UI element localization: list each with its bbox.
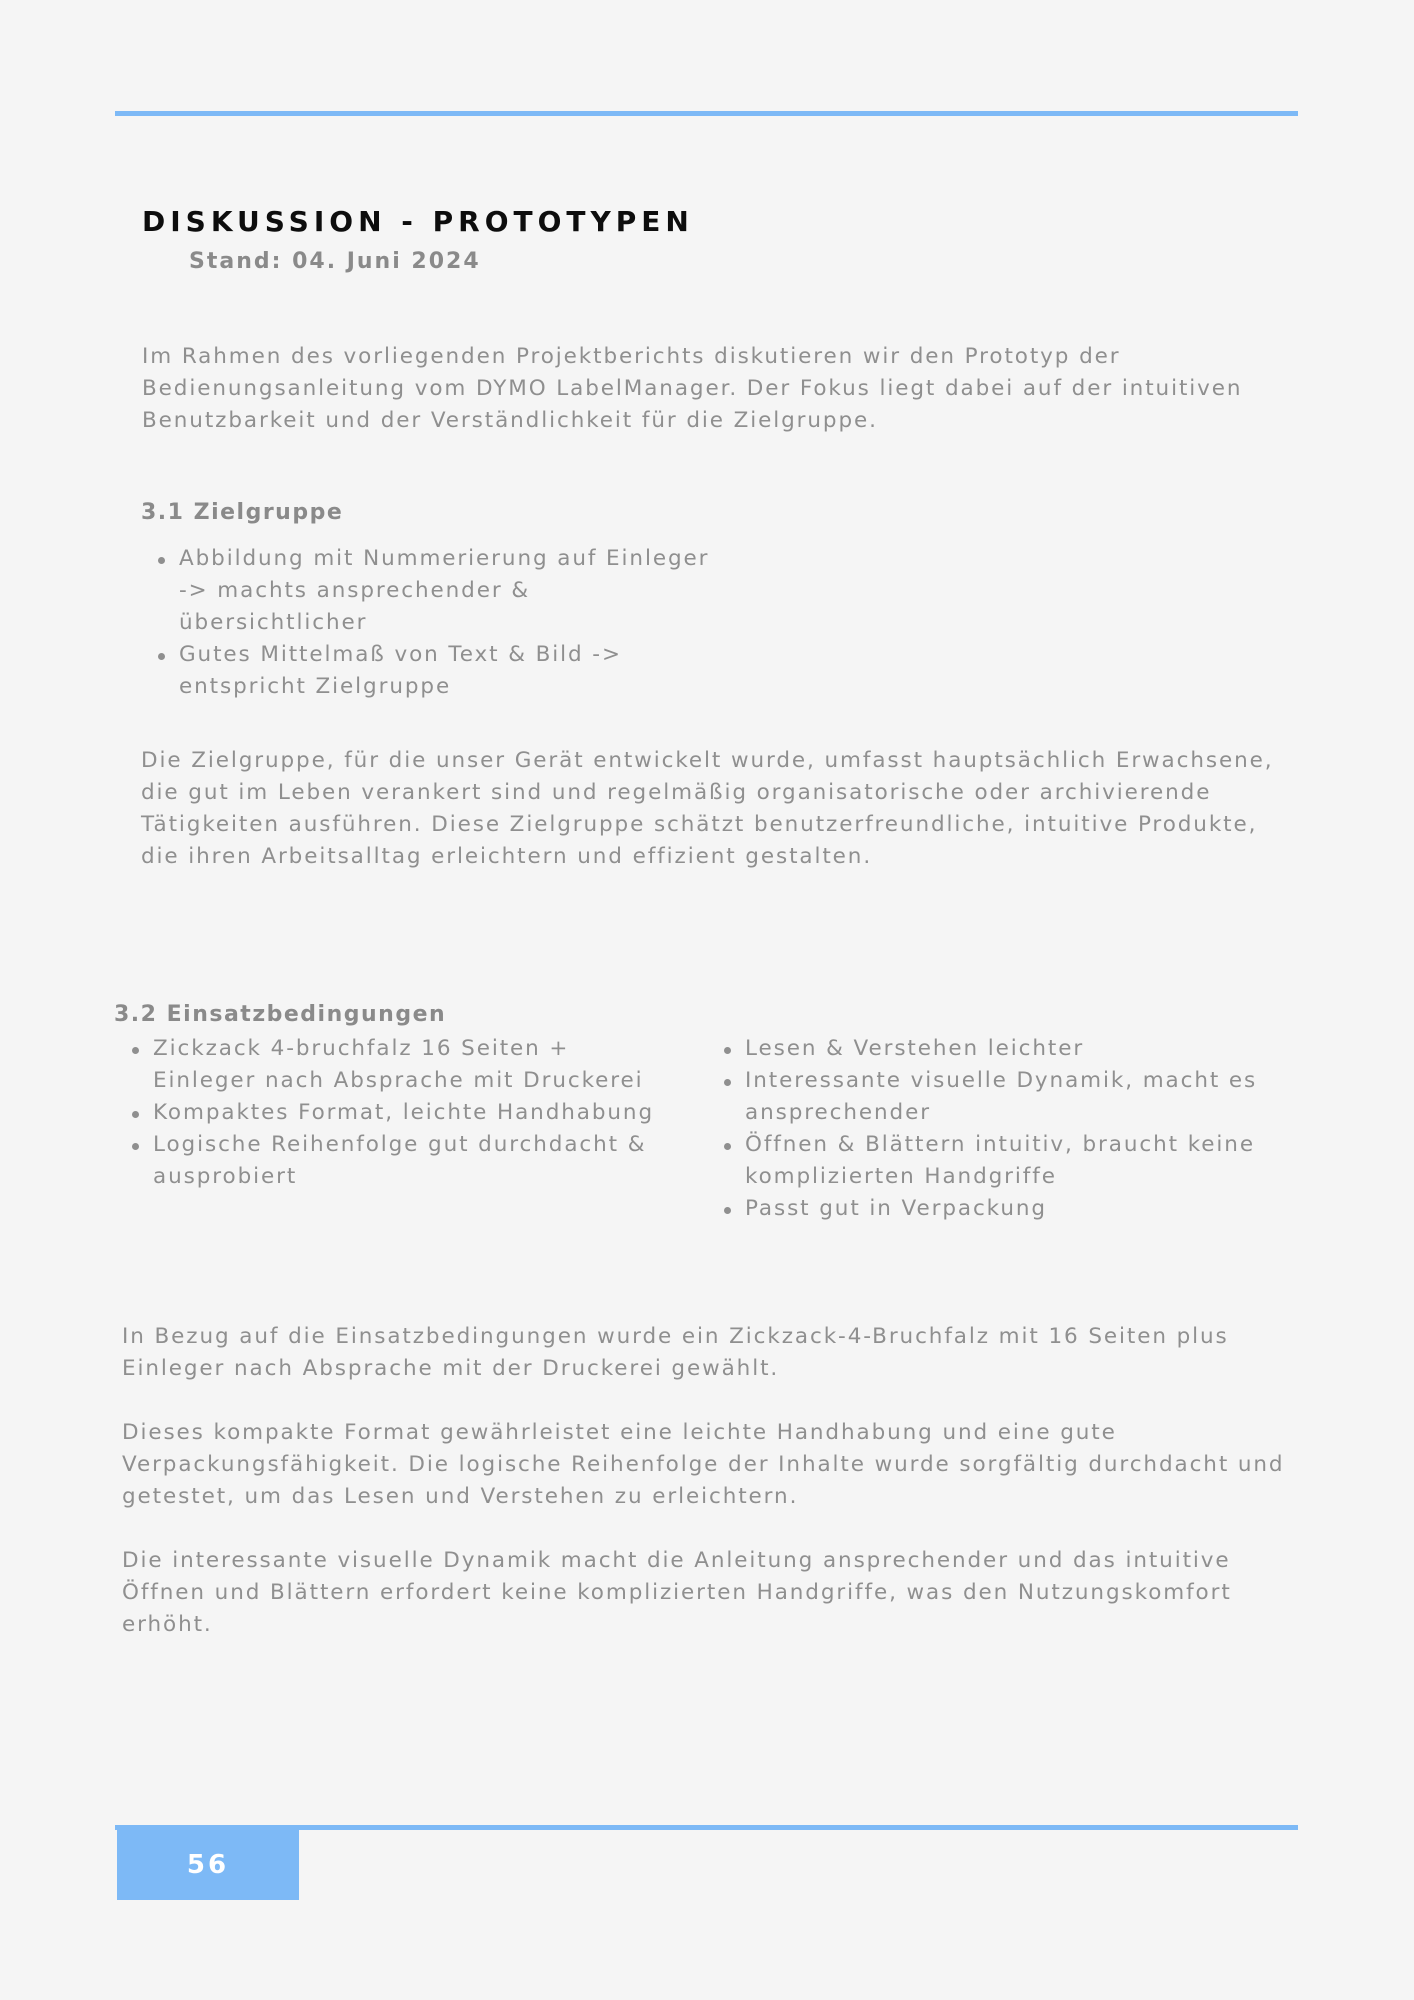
list-item: Zickzack 4-bruchfalz 16 Seiten + Einleger nach Absprache mit Druckerei bbox=[127, 1033, 667, 1097]
top-rule bbox=[115, 111, 1298, 116]
einsatz-paragraph-3: Die interessante visuelle Dynamik macht die Anleitung ansprechender und das intuitive Öffnen und Blättern erfordert keine komplizierten Handgriffe, was den Nutzungskomfort erhöht. bbox=[122, 1548, 1232, 1637]
list-item: Öffnen & Blättern intuitiv, braucht keine komplizierten Handgriffe bbox=[719, 1129, 1279, 1193]
zielgruppe-paragraph: Die Zielgruppe, für die unser Gerät entwickelt wurde, umfasst hauptsächlich Erwachsene, die gut im Leben verankert sind und regelmäßig organisatorische oder archivierende Tätigkeiten ausführen. Diese Zielgruppe schätzt benutzerfreundliche, intuitive Produkte, die ihren Arbeitsalltag erleichtern und effizient gestalten. bbox=[141, 748, 1274, 869]
list-item: Gutes Mittelmaß von Text & Bild -> entspricht Zielgruppe bbox=[153, 639, 713, 703]
list-item: Kompaktes Format, leichte Handhabung bbox=[127, 1097, 667, 1129]
list-item: Lesen & Verstehen leichter bbox=[719, 1033, 1279, 1065]
einsatz-bullet-list-right bbox=[719, 1033, 1279, 1225]
zielgruppe-bullet-list bbox=[153, 543, 713, 703]
intro-paragraph: Im Rahmen des vorliegenden Projektberichts diskutieren wir den Prototyp der Bedienungsanleitung vom DYMO LabelManager. Der Fokus liegt dabei auf der intuitiven Benutzbarkeit und der Verständlichkeit für die Zielgruppe. bbox=[142, 344, 1243, 433]
section-heading-einsatzbedingungen: 3.2 Einsatzbedingungen bbox=[114, 1002, 447, 1027]
list-item: Logische Reihenfolge gut durchdacht & ausprobiert bbox=[127, 1129, 667, 1193]
list-item: Abbildung mit Nummerierung auf Einleger -> machts ansprechender & übersichtlicher bbox=[153, 543, 713, 639]
date-subtitle: Stand: 04. Juni 2024 bbox=[189, 249, 481, 274]
einsatz-paragraph-1: In Bezug auf die Einsatzbedingungen wurde ein Zickzack-4-Bruchfalz mit 16 Seiten plus Einleger nach Absprache mit der Druckerei gewählt. bbox=[122, 1324, 1229, 1381]
einsatz-paragraph-2: Dieses kompakte Format gewährleistet eine leichte Handhabung und eine gute Verpackungsfähigkeit. Die logische Reihenfolge der Inhalte wurde sorgfältig durchdacht und getestet, um das Lesen und Verstehen zu erleichtern. bbox=[122, 1420, 1285, 1509]
page-number-box bbox=[117, 1829, 299, 1900]
section-heading-zielgruppe: 3.1 Zielgruppe bbox=[141, 500, 344, 525]
list-item: Passt gut in Verpackung bbox=[719, 1193, 1279, 1225]
einsatz-bullet-list-left bbox=[127, 1033, 667, 1193]
page-title: DISKUSSION - PROTOTYPEN bbox=[142, 205, 694, 238]
list-item: Interessante visuelle Dynamik, macht es ansprechender bbox=[719, 1065, 1279, 1129]
page-number: 56 bbox=[186, 1849, 230, 1880]
